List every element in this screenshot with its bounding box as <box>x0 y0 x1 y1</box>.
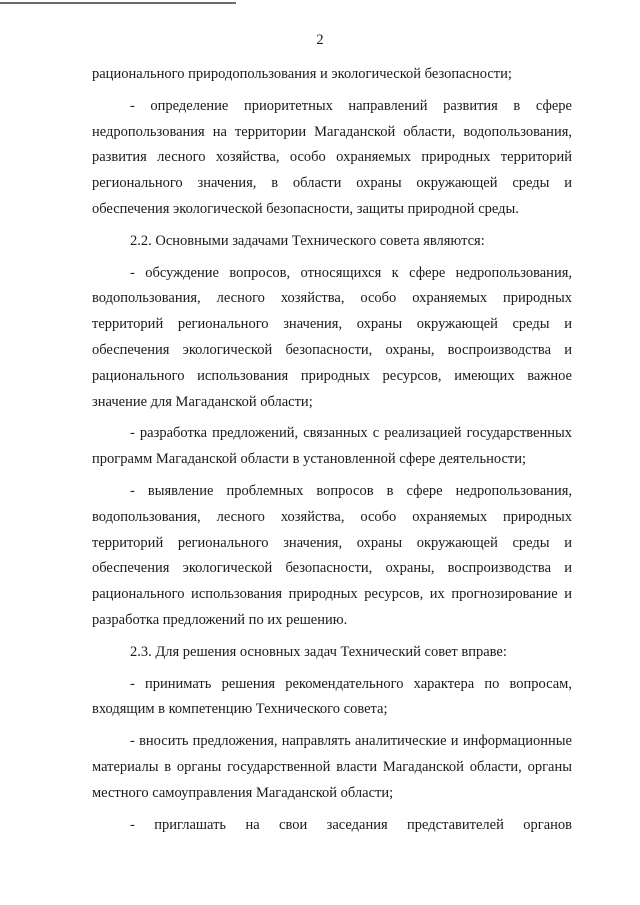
paragraph: - принимать решения рекомендательного характера по вопросам, входящим в компетенцию Технического совета; <box>92 675 572 718</box>
paragraph: 2.3. Для решения основных задач Технический совет вправе: <box>130 643 507 660</box>
page-number: 2 <box>316 32 324 48</box>
paragraph: - вносить предложения, направлять аналитические и информационные материалы в органы государственной власти Магаданской области, органы местного самоуправления Магаданской области; <box>92 733 572 801</box>
paragraph: - разработка предложений, связанных с реализацией государственных программ Магаданской области в установленной сфере деятельности; <box>92 425 572 468</box>
paragraph: - определение приоритетных направлений развития в сфере недропользования на территории Магаданской области, водопользования, развития лесного хозяйства, особо охраняемых природных территорий регионального значения, в области охраны окружающей среды и обеспечения экологической безопасности, защиты природной среды. <box>92 97 572 217</box>
top-rule <box>0 2 236 4</box>
paragraph: - обсуждение вопросов, относящихся к сфере недропользования, водопользования, лесного хозяйства, особо охраняемых природных территорий регионального значения, охраны окружающей среды и обеспечения экологической безопасности, охраны, воспроизводства и рационального использования природных ресурсов, имеющих важное значение для Магаданской области; <box>92 264 572 410</box>
paragraph: рационального природопользования и экологической безопасности; <box>92 66 512 82</box>
paragraph: 2.2. Основными задачами Технического совета являются: <box>130 232 485 249</box>
paragraph: - выявление проблемных вопросов в сфере недропользования, водопользования, лесного хозяйства, особо охраняемых природных территорий регионального значения, охраны окружающей среды и обеспечения экологической безопасности, охраны, воспроизводства и рационального использования природных ресурсов, их прогнозирование и разработка предложений по их решению. <box>92 482 572 628</box>
document-body <box>92 62 572 838</box>
paragraph: - приглашать на свои заседания представителей органов <box>130 816 572 833</box>
